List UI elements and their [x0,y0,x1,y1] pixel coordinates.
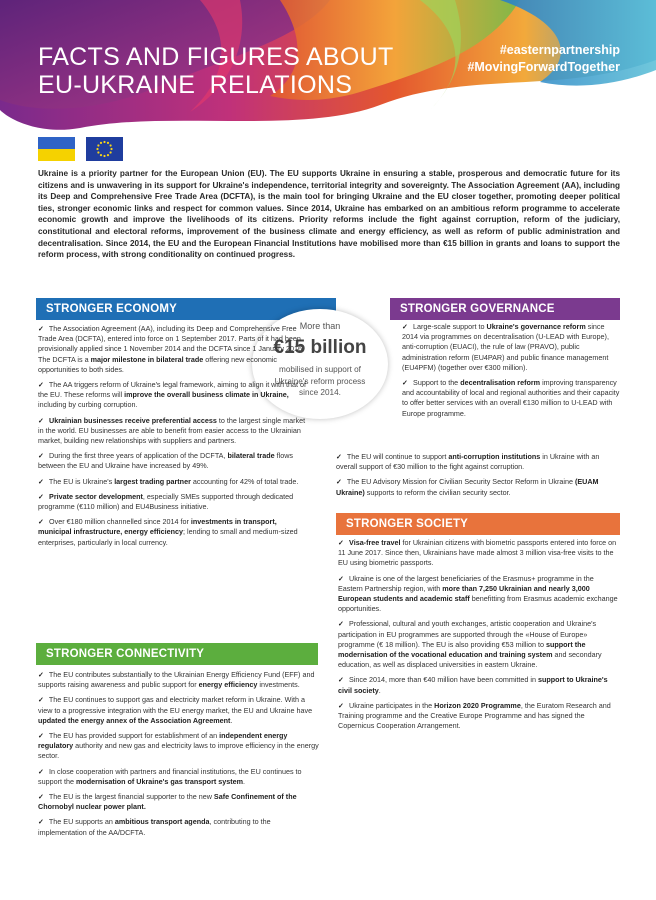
list-item: ✓ During the first three years of application of the DCFTA, bilateral trade flows between the EU and Ukraine have increased by 49%. [38,451,293,471]
bubble-caption: mobilised in support of Ukraine's reform process since 2014. [274,365,366,397]
section-header-society: STRONGER SOCIETY [336,513,620,535]
list-item: ✓ Since 2014, more than €40 million have been committed in support to Ukraine's civil society. [338,675,608,695]
check-icon: ✓ [38,792,45,802]
check-icon: ✓ [38,670,45,679]
list-item: ✓ In close cooperation with partners and financial institutions, the EU continues to support the modernisation of Ukraine's gas transport system. [38,766,302,786]
list-item: ✓ Private sector development, especially SMEs supported through dedicated programme (€110 million) and EU4Business initiative. [38,491,294,512]
check-icon: ✓ [338,538,345,547]
list-item: ✓ Large-scale support to Ukraine's governance reform since 2014 via programmes on decentralisation (U-LEAD with Europe), anti-corruption (EUACI), the rule of law (PRAVO), public administration reform (EU4PAR) and public finance management (EU4PFM) (together over €300 million). [402,322,609,372]
intro-text-2: in grants and loans to support the reform process, with strong conditionality on continued progress. [38,238,620,260]
check-icon: ✓ [38,476,45,486]
check-icon: ✓ [38,324,45,333]
check-icon: ✓ [338,573,345,583]
check-icon: ✓ [38,817,45,827]
check-icon: ✓ [38,451,45,461]
check-icon: ✓ [38,415,45,425]
check-icon: ✓ [38,766,45,776]
check-icon: ✓ [38,695,45,705]
intro-paragraph [38,168,620,261]
list-item: ✓ Professional, cultural and youth exchanges, artistic cooperation and Ukraine's participation in EU programmes are supported through the «House of Europe» programme (€ 18 million). The EU is also providing €53 million to support the modernisation of the vocational education and training system and secondary education, as well as displaced universities in eastern Ukraine. [338,619,602,670]
list-item: ✓ Visa-free travel for Ukrainian citizens with biometric passports entered into force on 11 June 2017. Since then, Ukrainians have made almost 3 million visa-free visits to the EU using biometric passports. [338,538,617,568]
check-icon: ✓ [38,380,45,390]
list-item: ✓ Support to the decentralisation reform improving transparency and accountability of local and regional authorities and their capacity to offer better services with an overall €130 million to U-LEAD with Europe programme. [402,378,620,418]
bubble-pretext: More than [299,321,341,331]
governance-list-wide [336,452,620,503]
society-list [338,538,620,736]
section-header-connectivity: STRONGER CONNECTIVITY [36,643,318,665]
bubble-amount: €15 billion [273,337,367,358]
list-item: ✓ The EU is Ukraine's largest trading partner accounting for 42% of total trade. [38,476,299,486]
check-icon: ✓ [338,675,345,685]
check-icon: ✓ [38,731,45,741]
list-item: ✓ The EU supports an ambitious transport agenda, contributing to the implementation of the AA/DCFTA. [38,817,271,837]
list-item: ✓ The EU will continue to support anti-corruption institutions in Ukraine with an overall support of €30 million to the fight against corruption. [336,452,600,472]
eu-flag-icon [86,137,123,161]
hashtags [467,42,620,76]
check-icon: ✓ [338,619,345,629]
governance-list [402,322,620,424]
ukraine-flag-icon [38,137,75,161]
check-icon: ✓ [402,378,409,388]
check-icon: ✓ [38,517,45,527]
list-item: ✓ The EU has provided support for establishment of an independent energy regulatory authority and new gas and electricity laws to improve efficiency in the energy sector. [38,731,319,761]
check-icon: ✓ [38,491,45,501]
intro-text-1: Ukraine is a priority partner for the European Union (EU). The EU supports Ukraine in ensuring a stable, prosperous and democratic future for its citizens and is unwavering in its support for Ukraine's independence, territorial integrity and sovereignty. The Association Agreement (AA), including its Deep and Comprehensive Free Trade Area (DCFTA), is the main tool for bringing Ukraine and the EU closer together, promoting deeper political ties, stronger economic links and respect for common values. Since 2014, Ukraine has embarked on an ambitious reform programme to accelerate economic growth and improve the livelihoods of its citizens. Priority reforms include the fight against corruption, reform of the judiciary, constitutional and electoral reforms, improvement of the business climate and energy efficiency, as well as reform of public administration and decentralisation. Since 2014, the EU and the European Financial Institutions have mobilised more than [38,169,620,248]
check-icon: ✓ [402,322,409,331]
economy-list [38,324,310,553]
list-item: ✓ The EU continues to support gas and electricity market reform in Ukraine. With a view to a progressive integration with the EU energy market, the EU and Ukraine have updated the energy annex of the Association Agreement. [38,695,313,725]
list-item: ✓ The EU is the largest financial supporter to the new Safe Confinement of the Chornobyl nuclear power plant. [38,792,297,812]
hashtag-moving-forward[interactable]: #MovingForwardTogether [467,60,620,74]
list-item: ✓ Ukraine is one of the largest beneficiaries of the Erasmus+ programme in the Eastern Partnership region, with more than 7,250 Ukrainian and nearly 3,000 European students and academic staff benefitting from Erasmus academic exchange opportunities. [338,573,618,614]
page-title: FACTS AND FIGURES ABOUT EU-UKRAINE RELATIONS [38,43,394,99]
section-header-governance: STRONGER GOVERNANCE [390,298,620,320]
list-item: ✓ The AA triggers reform of Ukraine's legal framework, aiming to align it with that of the EU. These reforms will improve the overall business climate in Ukraine, including by curbing corruption. [38,380,306,410]
check-icon: ✓ [336,477,343,487]
list-item: ✓ Ukrainian businesses receive preferential access to the largest single market in the world. EU businesses are able to benefit from easier access to the Ukrainian market, building new relationships with suppliers and partners. [38,415,306,446]
connectivity-list [38,670,320,843]
list-item: ✓ Over €180 million channelled since 2014 for investments in transport, municipal infrastructure, energy efficiency; lending to small and medium-sized enterprises, particularly in local currency. [38,517,298,547]
header-banner [0,0,656,130]
hashtag-eastern-partnership[interactable]: #easternpartnership [499,43,620,57]
section-header-economy: STRONGER ECONOMY [36,298,336,320]
intro-amount: €15 billion [443,238,484,248]
list-item: ✓ The Association Agreement (AA), including its Deep and Comprehensive Free Trade Area (DCFTA), entered into force on 1 September 2017. Parts of it had been provisionally applied since 1 November 2014 and the DCFTA since 1 January 2016. The DCFTA is a major milestone in bilateral trade offering new economic opportunities to both sides. [38,324,304,374]
list-item: ✓ The EU contributes substantially to the Ukrainian Energy Efficiency Fund (EFF) and supports raising awareness and public support for energy efficiency investments. [38,670,315,690]
check-icon: ✓ [338,700,345,710]
list-item: ✓ Ukraine participates in the Horizon 2020 Programme, the Euratom Research and Training programme and the Creative Europe Programme and has signed the Copernicus Cooperation Arrangement. [338,700,611,731]
list-item: ✓ The EU Advisory Mission for Civilian Security Sector Reform in Ukraine (EUAM Ukraine) supports to reform the civilian security sector. [336,477,599,497]
check-icon: ✓ [336,452,343,461]
